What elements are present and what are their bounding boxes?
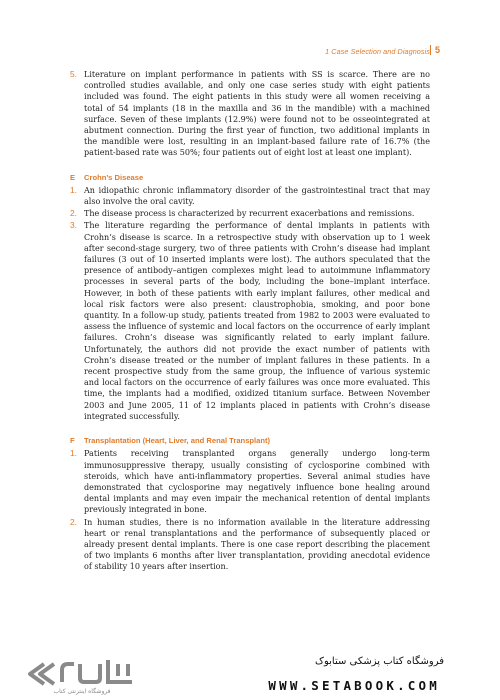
list-item <box>70 185 430 207</box>
item-number: 2. <box>70 208 77 219</box>
section-title: Crohn’s Disease <box>84 172 144 182</box>
section-letter: F <box>70 436 75 446</box>
item-text: An idiopathic chronic inflammatory disorder of the gastrointestinal tract that may also involve the oral cavity. <box>84 185 430 207</box>
item-text: Patients receiving transplanted organs generally undergo long-term immunosuppressive therapy, usually consisting of cyclosporine combined with steroids, which have anti-inflammatory properties. Several animal studies have demonstrated that cyclosporine may negatively influence bone healing around dental implants and may even impair the mechanical retention of dental implants previously integrated in bone. <box>84 449 430 515</box>
item-text: Literature on implant performance in patients with SS is scarce. There are no controlled studies available, and only one case series study with eight patients included was found. The eight patients in this study were all women receiving a total of 54 implants (18 in the maxilla and 36 in the mandible) with a machined surface. Seven of these implants (12.9%) were found not to be osseointegrated at abutment connection. During the first year of function, two additional implants in the mandible were lost, resulting in an implant-based failure rate of 16.7% (the patient-based rate was 50%; four patients out of eight lost at least one implant). <box>84 70 430 158</box>
list-item <box>70 69 430 159</box>
section-heading-crohns <box>70 172 430 183</box>
list-item <box>70 517 430 573</box>
logo-subtitle: فروشگاه اینترنتی کتاب <box>53 688 111 695</box>
item-number: 5. <box>70 69 77 79</box>
item-number: 3. <box>70 220 77 231</box>
footer-banner <box>0 648 500 700</box>
list-item <box>70 448 430 515</box>
item-text: In human studies, there is no information available in the literature addressing heart or renal transplantations and the performance of subsequently placed or already present dental implants. There is one case report describing the placement of two implants 6 months after liver transplantation, providing anecdotal evidence of stability 10 years after insertion. <box>84 517 430 572</box>
item-number: 1. <box>70 448 77 459</box>
running-head: 1 Case Selection and Diagnosis <box>325 47 430 56</box>
shop-url[interactable]: WWW.SETABOOK.COM <box>268 678 440 693</box>
item-number: 2. <box>70 516 77 527</box>
section-letter: E <box>70 172 76 182</box>
item-text: The disease process is characterized by recurrent exacerbations and remissions. <box>84 209 415 219</box>
item-text: The literature regarding the performance of dental implants in patients with Crohn’s disease is scarce. In a retrospective study with observation up to 1 week after second-stage surgery, two of three patients with Crohn’s disease had implant failures (3 out of 10 inserted implants were lost). The authors speculated that the presence of antibody–antigen complexes might lead to autoimmune inflammatory processes in several parts of the body, including the bone–implant interface. However, in both of these patients with early implant failures, other medical and local risk factors were also present: claustrophobia, smoking, and poor bone quantity. In a follow-up study, patients treated from 1982 to 2003 were evaluated to assess the influence of systemic and local factors on the occurrence of early implant failures. Crohn’s disease was significantly related to early implant failure. Unfortunately, the authors did not provide the exact number of patients with Crohn’s disease treated or the number of implant failures in these patients. In a recent prospective study from the same group, the influence of various systemic and local factors on the occurrence of early failures was once more evaluated. This time, the implants had a modified, oxidized titanium surface. Between November 2003 and June 2005, 11 of 12 implants placed in patients with Crohn’s disease integrated successfully. <box>84 221 430 421</box>
list-item <box>70 208 430 219</box>
item-number: 1. <box>70 184 77 195</box>
shop-name: فروشگاه کتاب پزشکی ستابوک <box>315 656 444 667</box>
page-number: 5 <box>430 45 440 55</box>
setabook-logo <box>22 656 144 696</box>
section-heading-transplantation <box>70 435 430 446</box>
page-body <box>70 69 430 574</box>
section-title: Transplantation (Heart, Liver, and Renal Transplant) <box>84 436 271 446</box>
list-item <box>70 220 430 422</box>
